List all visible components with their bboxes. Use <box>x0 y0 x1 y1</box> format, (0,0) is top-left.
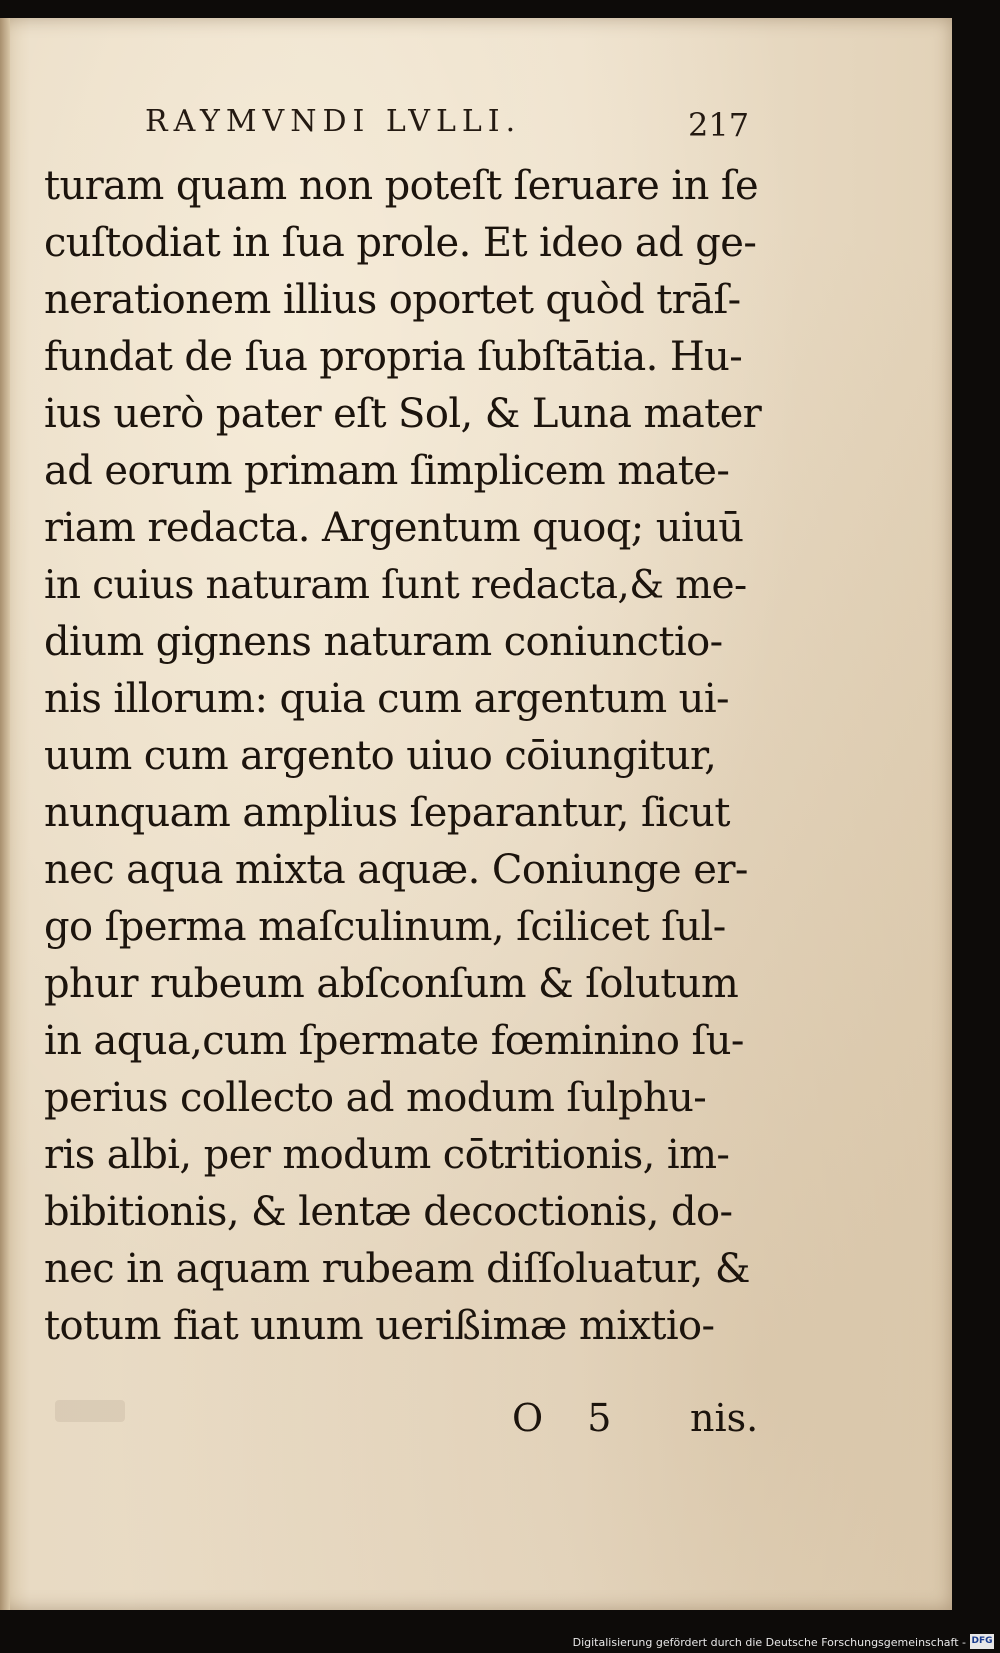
catchword: nis. <box>690 1396 759 1440</box>
text-line: in cuius naturam ſunt redacta,& me- <box>44 563 747 608</box>
show-through-smudge <box>55 1400 125 1422</box>
book-page <box>0 18 952 1610</box>
text-line: fundat de ſua propria ſubſtātia. Hu- <box>44 334 743 380</box>
text-line: totum fiat unum uerißimæ mixtio- <box>44 1303 715 1349</box>
text-line: turam quam non poteſt ſeruare in ſe <box>44 163 759 209</box>
text-line: nerationem illius oportet quòd trāſ- <box>44 277 741 323</box>
text-line: uum cum argento uiuo cōiungitur, <box>44 733 717 779</box>
text-line: cuſtodiat in ſua prole. Et ideo ad ge- <box>44 220 757 266</box>
text-line: go ſperma maſculinum, ſcilicet ſul- <box>44 904 726 950</box>
text-line: nec aqua mixta aquæ. Coniunge er- <box>44 847 748 893</box>
text-line: riam redacta. Argentum quoq; uiuū <box>44 505 744 551</box>
text-line: nec in aquam rubeam diſſoluatur, & <box>44 1246 750 1292</box>
footer-bar <box>0 1627 1000 1653</box>
text-line: in aqua,cum ſpermate fœminino ſu- <box>44 1018 744 1064</box>
text-line: ius uerò pater eſt Sol, & Luna mater <box>44 391 762 437</box>
text-line: phur rubeum abſconſum & ſolutum <box>44 961 739 1007</box>
text-line: ad eorum primam ſimplicem mate- <box>44 448 730 494</box>
text-line: ris albi, per modum cōtritionis, im- <box>44 1132 730 1178</box>
dfg-logo: DFG <box>970 1634 994 1649</box>
page-number: 217 <box>688 106 750 144</box>
body-text <box>44 158 764 1355</box>
text-line: dium gignens naturam coniunctio- <box>44 619 723 665</box>
running-head: RAYMVNDI LVLLI. <box>145 104 522 139</box>
page-gutter-edge <box>0 18 10 1610</box>
text-line: nunquam amplius ſeparantur, ſicut <box>44 790 730 836</box>
text-line: nis illorum: quia cum argentum ui- <box>44 676 729 722</box>
funding-credit: Digitalisierung gefördert durch die Deutsche Forschungsgemeinschaft - <box>572 1636 966 1649</box>
text-line: perius collecto ad modum ſulphu- <box>44 1075 707 1121</box>
signature-mark: O 5 <box>512 1396 628 1440</box>
text-line: bibitionis, & lentæ decoctionis, do- <box>44 1189 733 1235</box>
